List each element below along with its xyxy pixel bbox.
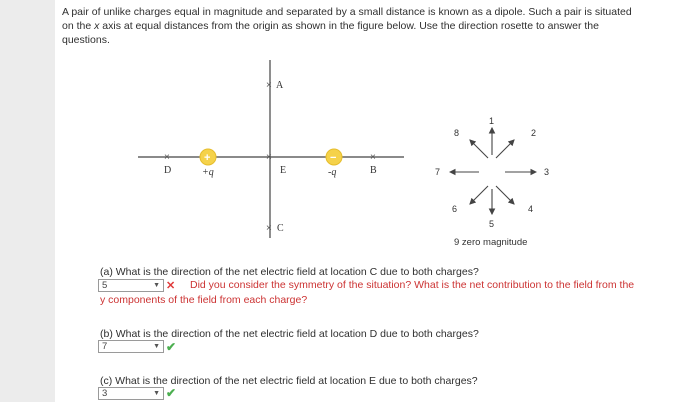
label-e: E [280, 165, 287, 176]
answer-a-value: 5 [102, 280, 108, 291]
answer-b-value: 7 [102, 341, 108, 352]
intro-line-2-post: axis at equal distances from the origin as shown in the figure below. Use the direction rosette to answer the [99, 20, 599, 32]
direction-rosette [450, 128, 536, 214]
feedback-a-line-1: Did you consider the symmetry of the situation? What is the net contribution to the field from the [190, 279, 635, 291]
question-b-text: (b) What is the direction of the net electric field at location D due to both charges? [100, 328, 479, 340]
label-neg-charge: -q [328, 167, 337, 178]
intro-line-1: A pair of unlike charges equal in magnitude and separated by a small distance is known as a dipole. Such a pair is situated [62, 6, 632, 18]
intro-line-3: questions. [62, 34, 110, 46]
rosette-label-1: 1 [489, 116, 495, 126]
rosette-label-7: 7 [435, 167, 441, 177]
check-mark-icon: ✔ [166, 386, 177, 400]
x-mark-icon: ✕ [166, 280, 176, 292]
check-mark-icon: ✔ [166, 340, 177, 354]
rosette-label-6: 6 [452, 204, 458, 214]
chevron-down-icon: ▼ [153, 282, 160, 289]
chevron-down-icon: ▼ [153, 343, 160, 350]
rosette-label-5: 5 [489, 219, 495, 229]
rosette-label-2: 2 [531, 128, 537, 138]
plus-sign-icon: + [204, 152, 211, 164]
marker-c: × [266, 223, 272, 234]
label-b: B [370, 165, 377, 176]
rosette-zero-label: 9 zero magnitude [454, 237, 528, 248]
rosette-label-4: 4 [528, 204, 534, 214]
feedback-a-line-2: y components of the field from each charge? [100, 294, 308, 306]
marker-b: × [370, 152, 376, 163]
rosette-label-8: 8 [454, 128, 460, 138]
marker-d: × [164, 152, 170, 163]
label-a: A [276, 80, 284, 91]
answer-a-select[interactable] [98, 279, 164, 292]
label-c: C [277, 223, 284, 234]
label-d: D [164, 165, 172, 176]
label-pos-charge: +q [202, 167, 214, 178]
marker-e: × [266, 152, 272, 163]
intro-line-2-pre: on the [62, 20, 95, 32]
question-c-text: (c) What is the direction of the net electric field at location E due to both charges? [100, 375, 478, 387]
intro-x-italic: x [94, 20, 100, 32]
answer-b-select[interactable] [98, 340, 164, 353]
minus-sign-icon: − [330, 152, 337, 164]
chevron-down-icon: ▼ [153, 390, 160, 397]
answer-c-value: 3 [102, 388, 108, 399]
answer-c-select[interactable] [98, 387, 164, 400]
marker-a: × [266, 80, 272, 91]
question-a-text: (a) What is the direction of the net electric field at location C due to both charges? [100, 266, 479, 278]
rosette-label-3: 3 [544, 167, 550, 177]
